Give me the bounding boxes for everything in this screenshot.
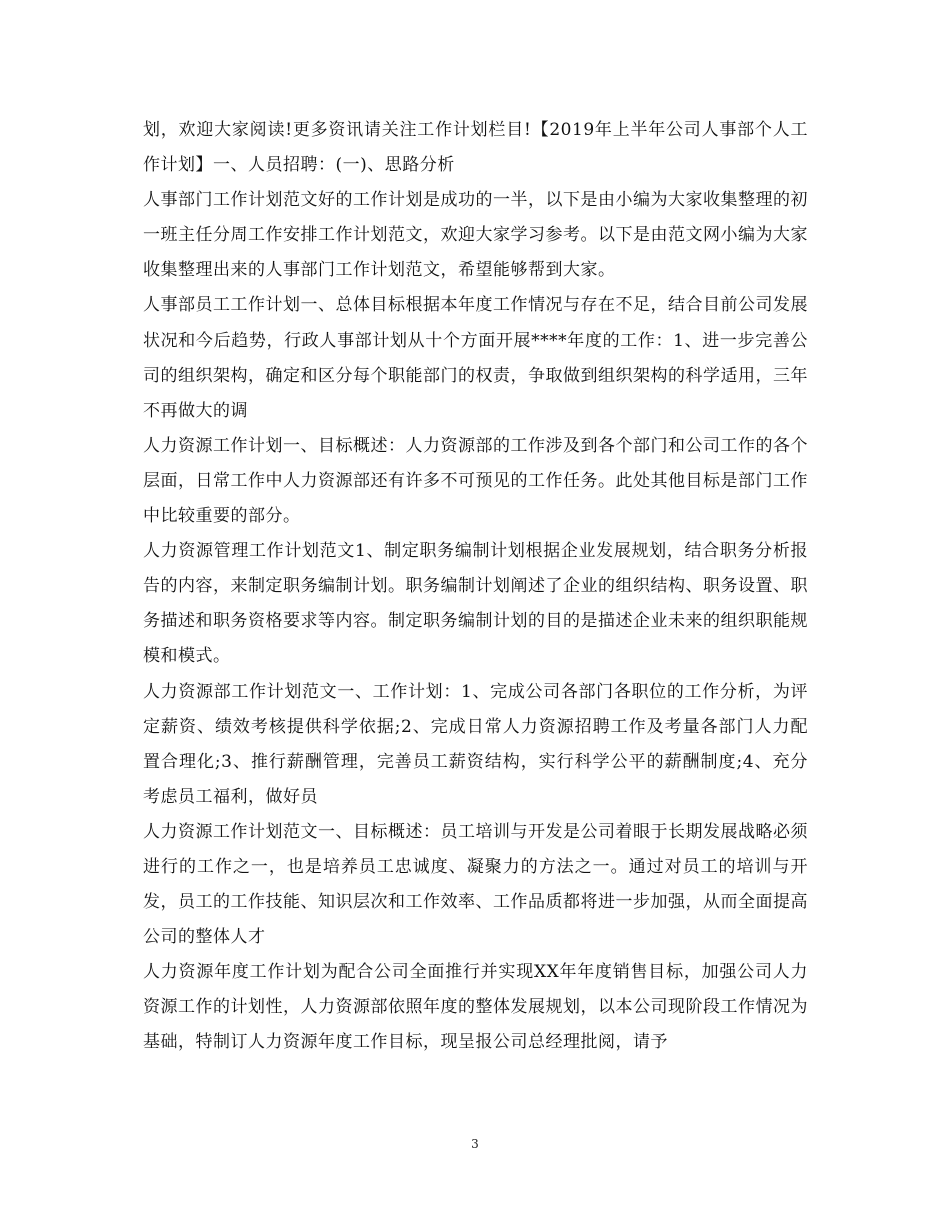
page-number: 3 [471, 1137, 479, 1151]
paragraph-6: 人力资源部工作计划范文一、工作计划：1、完成公司各部门各职位的工作分析，为评定薪资、绩效考核提供科学依据;2、完成日常人力资源招聘工作及考量各部门人力配置合理化;3、推行薪酬管理，完善员工薪资结构，实行科学公平的薪酬制度;4、充分考虑员工福利，做好员 [143, 681, 808, 807]
paragraph-1: 划，欢迎大家阅读!更多资讯请关注工作计划栏目!【2019年上半年公司人事部个人工作计划】一、人员招聘：(一)、思路分析 [143, 120, 808, 176]
body-text [143, 113, 808, 1061]
paragraph-3: 人事部员工工作计划一、总体目标根据本年度工作情况与存在不足，结合目前公司发展状况和今后趋势，行政人事部计划从十个方面开展****年度的工作：1、进一步完善公司的组织架构，确定和区分每个职能部门的权责，争取做到组织架构的科学适用，三年不再做大的调 [143, 295, 808, 421]
paragraph-4: 人力资源工作计划一、目标概述：人力资源部的工作涉及到各个部门和公司工作的各个层面，日常工作中人力资源部还有许多不可预见的工作任务。此处其他目标是部门工作中比较重要的部分。 [143, 435, 808, 527]
paragraph-2: 人事部门工作计划范文好的工作计划是成功的一半，以下是由小编为大家收集整理的初一班主任分周工作安排工作计划范文，欢迎大家学习参考。以下是由范文网小编为大家收集整理出来的人事部门工作计划范文，希望能够帮到大家。 [143, 190, 808, 281]
paragraph-7: 人力资源工作计划范文一、目标概述：员工培训与开发是公司着眼于长期发展战略必须进行的工作之一，也是培养员工忠诚度、凝聚力的方法之一。通过对员工的培训与开发，员工的工作技能、知识层次和工作效率、工作品质都将进一步加强，从而全面提高公司的整体人才 [143, 821, 808, 948]
paragraph-8: 人力资源年度工作计划为配合公司全面推行并实现XX年年度销售目标，加强公司人力资源工作的计划性，人力资源部依照年度的整体发展规划，以本公司现阶段工作情况为基础，特制订人力资源年度工作目标，现呈报公司总经理批阅，请予 [143, 962, 808, 1053]
paragraph-5: 人力资源管理工作计划范文1、制定职务编制计划根据企业发展规划，结合职务分析报告的内容，来制定职务编制计划。职务编制计划阐述了企业的组织结构、职务设置、职务描述和职务资格要求等内容。制定职务编制计划的目的是描述企业未来的组织职能规模和模式。 [143, 541, 808, 667]
